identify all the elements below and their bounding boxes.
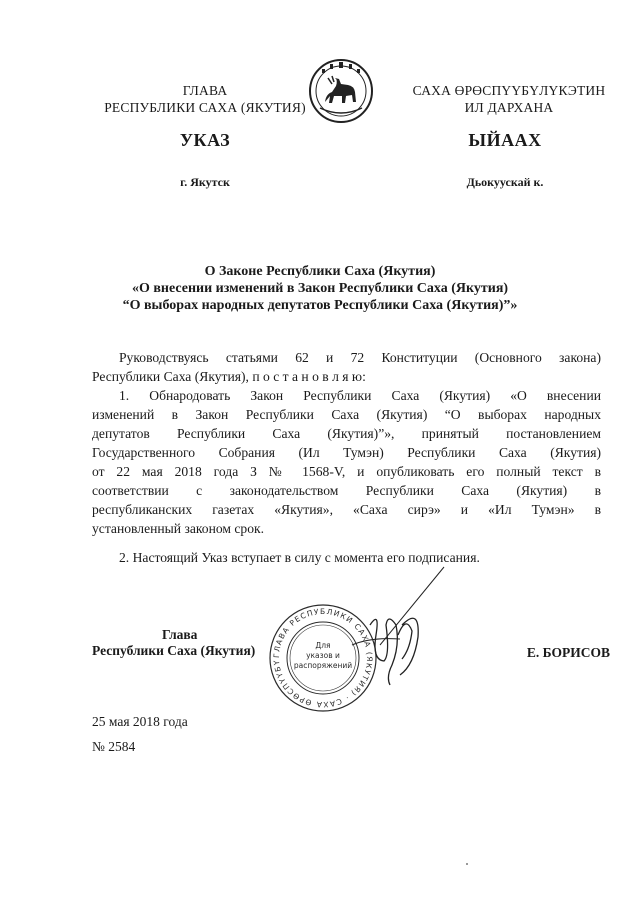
doc-type-ru: УКАЗ [179, 130, 231, 150]
signature-position-line2: Республики Саха (Якутия) [92, 643, 256, 658]
place-ru: г. Якутск [180, 175, 230, 189]
stamp-center-line2: указов и [306, 651, 340, 660]
stamp-center-line1: Для [315, 641, 331, 650]
signature-position [92, 627, 292, 659]
item1-line: от 22 мая 2018 года З № 1568-V, и опубликовать его полный текст в [92, 464, 601, 479]
coat-of-arms-emblem-icon [308, 58, 374, 124]
item2-paragraph: 2. Настоящий Указ вступает в силу с момента его подписания. [119, 550, 480, 565]
header-right-line1: САХА ӨРӨСПҮҮБҮЛҮКЭТИН [412, 83, 606, 98]
document-date: 25 мая 2018 года [92, 714, 188, 729]
item1-paragraph [92, 386, 601, 538]
item1-line: изменений в Закон Республики Саха (Якутия) “О выборах народных [92, 407, 601, 422]
header-left-line1: ГЛАВА [182, 83, 228, 98]
handwritten-signature [340, 565, 460, 695]
stamp-ring-text: ГЛАВА РЕСПУБЛИКИ САХА (ЯКУТИЯ) · САХА ӨРӨСПҮҮБҮ [271, 606, 375, 710]
signatory-name: Е. БОРИСОВ [526, 645, 610, 660]
intro-line1: Руководствуясь статьями 62 и 72 Конституции (Основного закона) [119, 350, 601, 365]
item1-line: соответствии с законодательством Республики Саха (Якутия) в [92, 483, 601, 498]
item1-line: депутатов Республики Саха (Якутия)”», принятый постановлением [92, 426, 601, 441]
signature-position-line1: Глава [162, 627, 198, 642]
item1-line: установленный законом срок. [92, 521, 265, 536]
header-left [70, 82, 340, 116]
item1-line: республиканских газетах «Якутия», «Саха сирэ» и «Ил Тумэн» в [92, 502, 601, 517]
stamp-center-line3: распоряжений [293, 661, 353, 670]
title-line3: “О выборах народных депутатов Республики Саха (Якутия)”» [122, 298, 518, 313]
intro-line2: Республики Саха (Якутия), п о с т а н о в л я ю: [92, 369, 366, 384]
document-number: № 2584 [92, 739, 136, 754]
header-right-line2: ИЛ ДАРХАНА [464, 100, 554, 115]
place-sah: Дьокуускай к. [466, 175, 544, 189]
item1-line: Государственного Собрания (Ил Тумэн) Республики Саха (Якутия) [92, 445, 601, 460]
header-right [378, 82, 640, 116]
scan-speck [466, 863, 468, 865]
item1-line: 1. Обнародовать Закон Республики Саха (Якутия) «О внесении [119, 388, 601, 403]
document-title [0, 263, 640, 314]
title-line2: «О внесении изменений в Закон Республики Саха (Якутия) [131, 281, 509, 296]
title-line1: О Законе Республики Саха (Якутия) [204, 264, 436, 279]
header-left-line2: РЕСПУБЛИКИ САХА (ЯКУТИЯ) [104, 100, 306, 115]
doc-type-sah: ЫЙААХ [468, 130, 542, 150]
